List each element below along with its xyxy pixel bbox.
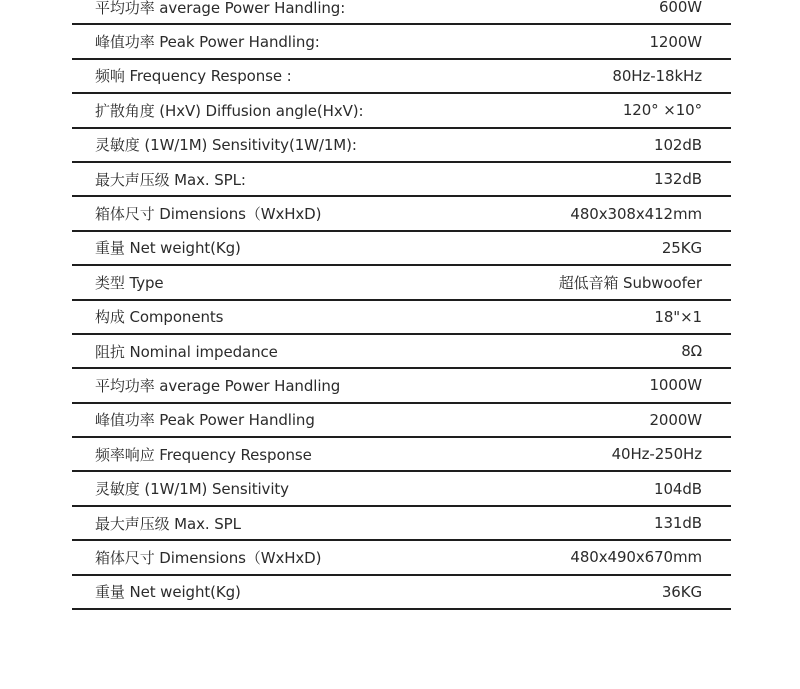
spec-table: [72, 0, 731, 610]
spec-value: 25KG: [661, 238, 702, 257]
spec-row: [72, 335, 731, 369]
spec-label: 灵敏度 (1W/1M) Sensitivity(1W/1M):: [95, 136, 357, 155]
spec-row: [72, 197, 731, 231]
spec-row: [72, 438, 731, 472]
spec-value: 102dB: [654, 135, 702, 154]
spec-row: [72, 541, 731, 575]
spec-row: [72, 507, 731, 541]
spec-label: 箱体尺寸 Dimensions（WxHxD): [95, 548, 322, 567]
spec-row: [72, 25, 731, 59]
spec-label: 峰值功率 Peak Power Handling:: [95, 33, 320, 52]
spec-value: 8Ω: [681, 342, 702, 361]
spec-label: 平均功率 average Power Handling:: [95, 0, 346, 17]
spec-row: [72, 232, 731, 266]
spec-value: 104dB: [654, 479, 702, 498]
spec-value: 18"×1: [654, 307, 702, 326]
spec-value: 1200W: [649, 32, 702, 51]
spec-label: 最大声压级 Max. SPL:: [95, 170, 246, 189]
spec-value: 40Hz-250Hz: [611, 445, 702, 464]
spec-label: 重量 Net weight(Kg): [95, 239, 241, 258]
spec-row: [72, 404, 731, 438]
spec-row: [72, 0, 731, 25]
spec-value: 36KG: [661, 582, 702, 601]
spec-value: 131dB: [654, 514, 702, 533]
spec-label: 构成 Components: [95, 308, 224, 327]
spec-label: 灵敏度 (1W/1M) Sensitivity: [95, 480, 289, 499]
spec-label: 平均功率 average Power Handling: [95, 376, 341, 395]
spec-row: [72, 369, 731, 403]
spec-row: [72, 129, 731, 163]
spec-row: [72, 60, 731, 94]
spec-value: 1000W: [649, 376, 702, 395]
spec-label: 最大声压级 Max. SPL: [95, 514, 241, 533]
spec-value: 480x308x412mm: [570, 204, 702, 223]
spec-row: [72, 472, 731, 506]
spec-value: 480x490x670mm: [570, 548, 702, 567]
spec-row: [72, 163, 731, 197]
spec-label: 类型 Type: [95, 273, 164, 292]
spec-value: 超低音箱 Subwoofer: [558, 273, 702, 292]
spec-value: 80Hz-18kHz: [612, 66, 702, 85]
spec-row: [72, 301, 731, 335]
spec-label: 频响 Frequency Response :: [95, 67, 292, 86]
spec-label: 箱体尺寸 Dimensions（WxHxD): [95, 205, 322, 224]
spec-row: [72, 576, 731, 610]
spec-label: 峰值功率 Peak Power Handling: [95, 411, 315, 430]
spec-value: 2000W: [649, 410, 702, 429]
spec-value: 132dB: [654, 170, 702, 189]
spec-value: 120° ×10°: [622, 101, 702, 120]
spec-label: 频率响应 Frequency Response: [95, 445, 312, 464]
spec-row: [72, 94, 731, 128]
spec-row: [72, 266, 731, 300]
spec-label: 阻抗 Nominal impedance: [95, 342, 278, 361]
spec-label: 扩散角度 (HxV) Diffusion angle(HxV):: [95, 101, 364, 120]
spec-label: 重量 Net weight(Kg): [95, 583, 241, 602]
spec-value: 600W: [658, 0, 702, 17]
